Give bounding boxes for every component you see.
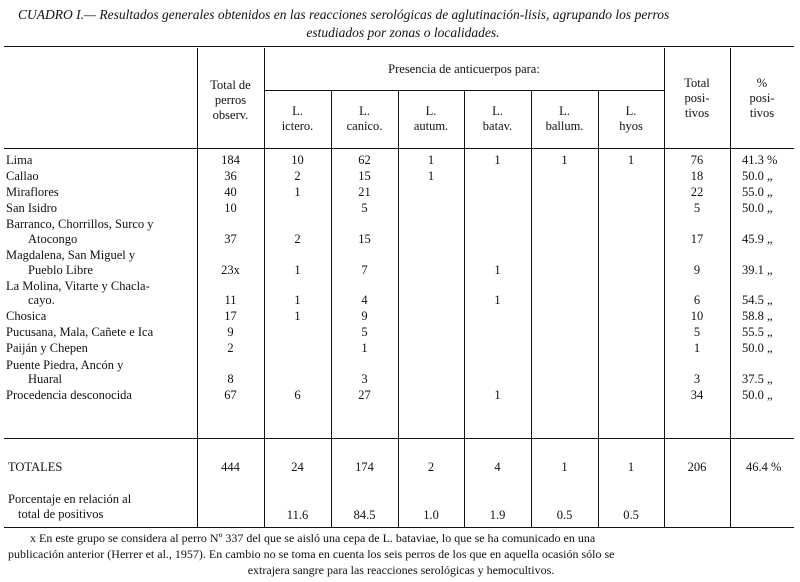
cell-ballum: 1: [561, 153, 568, 167]
row-label: [6, 341, 88, 356]
row-label-line: Lima: [6, 153, 33, 167]
header-text: ictero.: [281, 119, 314, 133]
header-total-observ: [197, 78, 264, 123]
cell-ictero: 10: [291, 153, 304, 167]
row-label-line: La Molina, Vitarte y Chacla-: [6, 278, 150, 293]
header-text: tivos: [749, 106, 775, 120]
header-text: L.: [359, 104, 370, 118]
totales-batav: 4: [494, 460, 501, 474]
porcentaje-autum: 1.0: [423, 508, 439, 522]
header-autum: [398, 104, 464, 134]
totales-ictero: 24: [291, 460, 304, 474]
porcentaje-ballum: 0.5: [556, 508, 573, 522]
row-label-line: Pucusana, Mala, Cañete e Ica: [6, 325, 154, 340]
cell-pct: 39.1 „: [742, 262, 773, 277]
row-label-line: Paiján y Chepen: [6, 341, 88, 356]
cell-ictero: 2: [294, 169, 301, 184]
header-text: L.: [492, 104, 503, 118]
cell-total: 23x: [221, 262, 240, 277]
totales-positivos: 206: [687, 460, 707, 474]
cell-canico: 27: [358, 388, 371, 403]
header-text: L.: [625, 104, 637, 118]
cell-positivos: 9: [693, 262, 701, 277]
totales-canico: 174: [355, 460, 374, 474]
cell-canico: 1: [361, 341, 368, 356]
cell-canico: 21: [358, 185, 371, 200]
cell-total: 37: [224, 231, 237, 246]
row-label-line: Miraflores: [6, 185, 59, 200]
footnote-line-3: extrajera sangre para las reacciones serológicas y hemocultivos.: [247, 563, 555, 577]
header-text: posi-: [684, 91, 710, 105]
cell-pct: 41.3 %: [742, 153, 778, 167]
cell-total: 9: [227, 325, 234, 340]
cell-positivos: 3: [693, 372, 701, 386]
title-line-2: estudiados por zonas o localidades.: [306, 25, 500, 40]
cell-pct: 54.5 „: [742, 293, 773, 308]
row-label-line: Huaral: [28, 372, 63, 386]
row-label-line: Puente Piedra, Ancón y: [6, 357, 124, 372]
cell-positivos: 10: [690, 309, 704, 324]
row-label: [6, 248, 135, 277]
row-label: [6, 388, 132, 403]
row-label-line: Magdalena, San Miguel y: [6, 248, 136, 262]
header-text: L.: [292, 104, 303, 118]
bottom-rule: [4, 527, 794, 528]
row-label: [6, 325, 153, 340]
row-label-line: Callao: [6, 169, 39, 184]
cell-canico: 15: [358, 231, 371, 246]
row-label: [6, 185, 59, 200]
cell-autum: 1: [427, 153, 435, 167]
cell-total: 36: [224, 169, 237, 184]
row-label: [6, 201, 57, 216]
cell-total: 40: [224, 185, 237, 200]
cell-ictero: 2: [294, 231, 301, 246]
cell-hyos: 1: [627, 153, 635, 167]
totales-ballum: 1: [561, 460, 568, 474]
cell-positivos: 5: [693, 325, 701, 340]
top-rule: [4, 46, 794, 47]
cell-ictero: 1: [294, 309, 301, 324]
cell-canico: 5: [361, 201, 368, 216]
cell-positivos: 22: [690, 185, 704, 200]
cell-pct: 37.5 „: [742, 372, 773, 386]
cell-total: 11: [224, 293, 237, 308]
header-batav: [464, 104, 531, 134]
cell-pct: 45.9 „: [742, 231, 773, 246]
cell-canico: 4: [361, 293, 368, 308]
cell-ictero: 6: [294, 388, 301, 403]
totales-pct: 46.4 %: [746, 460, 782, 474]
cell-positivos: 6: [693, 293, 701, 308]
cell-positivos: 34: [690, 388, 704, 403]
porcentaje-batav: 1.9: [489, 508, 506, 522]
cell-pct: 50.0 „: [742, 341, 773, 356]
cell-positivos: 76: [690, 153, 704, 167]
row-label: [6, 358, 123, 387]
porcentaje-ictero: 11.6: [286, 508, 309, 522]
header-text: autum.: [413, 119, 449, 133]
cell-positivos: 17: [690, 231, 704, 246]
header-text: ballum.: [545, 119, 584, 133]
totales-label: TOTALES: [8, 460, 63, 474]
header-text: L.: [559, 104, 570, 118]
porcentaje-label-line: Porcentaje en relación al: [8, 492, 132, 506]
cell-pct: 55.5 „: [742, 325, 773, 340]
cell-pct: 58.8 „: [742, 309, 773, 324]
header-text: %: [756, 76, 768, 90]
header-presencia: Presencia de anticuerpos para:: [388, 62, 540, 76]
footnote: [8, 530, 794, 578]
row-label-line: Chosica: [6, 309, 47, 324]
cell-positivos: 5: [693, 201, 701, 216]
cell-canico: 5: [361, 325, 368, 340]
row-label-line: Pueblo Libre: [28, 262, 93, 277]
porcentaje-hyos: 0.5: [623, 508, 639, 522]
row-label-line: Procedencia desconocida: [6, 388, 132, 403]
cell-canico: 62: [358, 153, 371, 167]
cell-autum: 1: [427, 169, 435, 184]
cell-total: 184: [221, 153, 240, 167]
cell-total: 67: [224, 388, 237, 403]
cell-ictero: 1: [294, 185, 301, 200]
header-text: perros: [214, 93, 247, 107]
header-text: batav.: [482, 119, 513, 133]
header-ballum: [531, 104, 598, 134]
header-text: canico.: [346, 119, 383, 133]
porcentaje-label: [8, 492, 131, 522]
cell-batav: 1: [494, 388, 501, 403]
cell-batav: 1: [494, 293, 501, 308]
cell-total: 2: [227, 341, 234, 356]
cell-canico: 15: [358, 169, 371, 184]
row-label: [6, 153, 32, 168]
cell-pct: 50.0 „: [742, 201, 773, 216]
subheader-rule: [264, 90, 664, 91]
totals-rule: [4, 438, 794, 439]
footnote-line-1: x En este grupo se considera al perro Nº 337 del que se aisló una cepa de L. bataviae, lo que se ha comunicado en una: [30, 531, 596, 545]
row-label: [6, 217, 154, 246]
totales-hyos: 1: [627, 460, 635, 474]
table-title: [18, 6, 788, 42]
cell-canico: 9: [361, 309, 368, 324]
cell-total: 8: [227, 372, 234, 386]
cell-batav: 1: [494, 153, 501, 167]
cell-batav: 1: [494, 262, 501, 277]
title-line-1: CUADRO I.— Resultados generales obtenidos en las reacciones serológicas de aglutinación-lisis, agrupando los perros: [18, 7, 670, 22]
cell-positivos: 1: [693, 341, 701, 356]
header-total-positivos: [664, 76, 730, 121]
row-label-line: Barranco, Chorrillos, Surco y: [6, 217, 154, 232]
header-ictero: [264, 104, 331, 134]
header-hyos: [598, 104, 664, 134]
cell-pct: 55.0 „: [742, 185, 773, 200]
cell-total: 17: [224, 309, 237, 324]
header-text: posi-: [749, 91, 775, 105]
row-label: [6, 169, 39, 184]
header-canico: [331, 104, 398, 134]
porcentaje-canico: 84.5: [353, 508, 376, 522]
row-label: [6, 279, 150, 308]
footnote-line-2: publicación anterior (Herrer et al., 1957). En cambio no se toma en cuenta los seis perros de los que en aquella ocasión sólo se: [8, 547, 615, 561]
row-label-line: San Isidro: [6, 201, 58, 216]
header-text: tivos: [684, 106, 710, 120]
cell-canico: 7: [361, 262, 368, 277]
row-label: [6, 309, 46, 324]
cell-canico: 3: [361, 372, 368, 386]
header-bottom-rule: [4, 148, 794, 149]
cell-ictero: 1: [294, 293, 301, 308]
row-label-line: cayo.: [28, 293, 55, 308]
totales-autum: 2: [427, 460, 435, 474]
row-label-line: Atocongo: [28, 231, 78, 246]
cell-total: 10: [224, 201, 237, 216]
header-text: L.: [425, 104, 437, 118]
cell-positivos: 18: [690, 169, 704, 184]
porcentaje-label-line: total de positivos: [18, 507, 104, 521]
cell-ictero: 1: [294, 262, 301, 277]
header-pct-positivos: [730, 76, 794, 121]
cell-pct: 50.0 „: [742, 169, 773, 184]
header-text: Total: [684, 76, 710, 90]
totales-total: 444: [221, 460, 240, 474]
header-text: observ.: [212, 108, 249, 122]
header-text: Total de: [210, 78, 251, 92]
header-text: hyos: [619, 119, 643, 133]
cell-pct: 50.0 „: [742, 388, 773, 403]
